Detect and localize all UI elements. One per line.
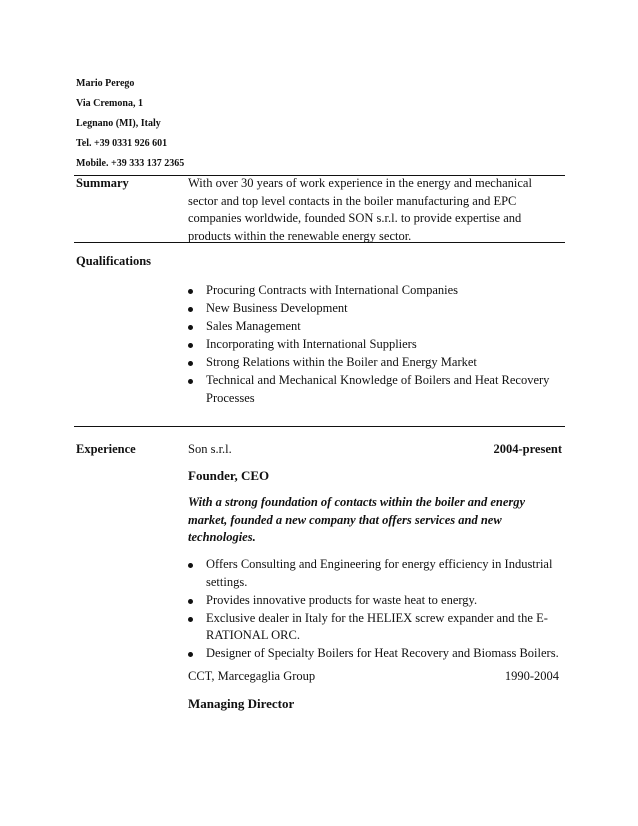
list-item: Procuring Contracts with International Companies	[188, 282, 560, 300]
contact-mobile: Mobile. +39 333 137 2365	[76, 158, 185, 169]
bullet-icon	[188, 599, 193, 604]
job-company: Son s.r.l.	[188, 442, 232, 456]
bullet-icon	[188, 379, 193, 384]
list-item: Technical and Mechanical Knowledge of Boilers and Heat Recovery Processes	[188, 372, 560, 407]
contact-tel: Tel. +39 0331 926 601	[76, 138, 168, 149]
bullet-icon	[188, 617, 193, 622]
job-header-son	[188, 442, 562, 457]
bullet-icon	[188, 289, 193, 294]
list-item: Exclusive dealer in Italy for the HELIEX screw expander and the E-RATIONAL ORC.	[188, 610, 560, 645]
job-title: Managing Director	[188, 696, 295, 711]
list-item: Strong Relations within the Boiler and Energy Market	[188, 354, 560, 372]
list-item: Offers Consulting and Engineering for energy efficiency in Industrial settings.	[188, 556, 560, 591]
bullet-icon	[188, 343, 193, 348]
job-period: 1990-2004	[504, 669, 559, 683]
divider-summary	[74, 242, 565, 243]
contact-block	[76, 74, 184, 174]
bullet-icon	[188, 652, 193, 657]
summary-label: Summary	[76, 176, 129, 190]
job-header-cct	[188, 669, 559, 684]
list-item: Incorporating with International Suppliers	[188, 336, 560, 354]
qualifications-list	[188, 282, 560, 408]
list-item: Designer of Specialty Boilers for Heat Recovery and Biomass Boilers.	[188, 645, 560, 663]
bullet-icon	[188, 563, 193, 568]
experience-label: Experience	[76, 442, 136, 456]
job-items-son	[188, 556, 560, 663]
job-title: Founder, CEO	[188, 468, 270, 483]
bullet-icon	[188, 361, 193, 366]
bullet-icon	[188, 307, 193, 312]
contact-name: Mario Perego	[76, 78, 135, 89]
contact-street: Via Cremona, 1	[76, 98, 143, 109]
list-item: Provides innovative products for waste heat to energy.	[188, 592, 560, 610]
list-item: Sales Management	[188, 318, 560, 336]
job-period: 2004-present	[493, 442, 562, 456]
list-item: New Business Development	[188, 300, 560, 318]
summary-text: With over 30 years of work experience in the energy and mechanical sector and top level contacts in the boiler manufacturing and EPC companies worldwide, founded SON s.r.l. to provide expertise and products within the renewable energy sector.	[188, 176, 532, 243]
divider-qualifications	[74, 426, 565, 427]
job-company: CCT, Marcegaglia Group	[188, 669, 316, 683]
bullet-icon	[188, 325, 193, 330]
job-tagline: With a strong foundation of contacts within the boiler and energy market, founded a new company that offers services and new technologies.	[188, 495, 526, 544]
contact-city: Legnano (MI), Italy	[76, 118, 161, 129]
qualifications-label: Qualifications	[76, 254, 152, 268]
